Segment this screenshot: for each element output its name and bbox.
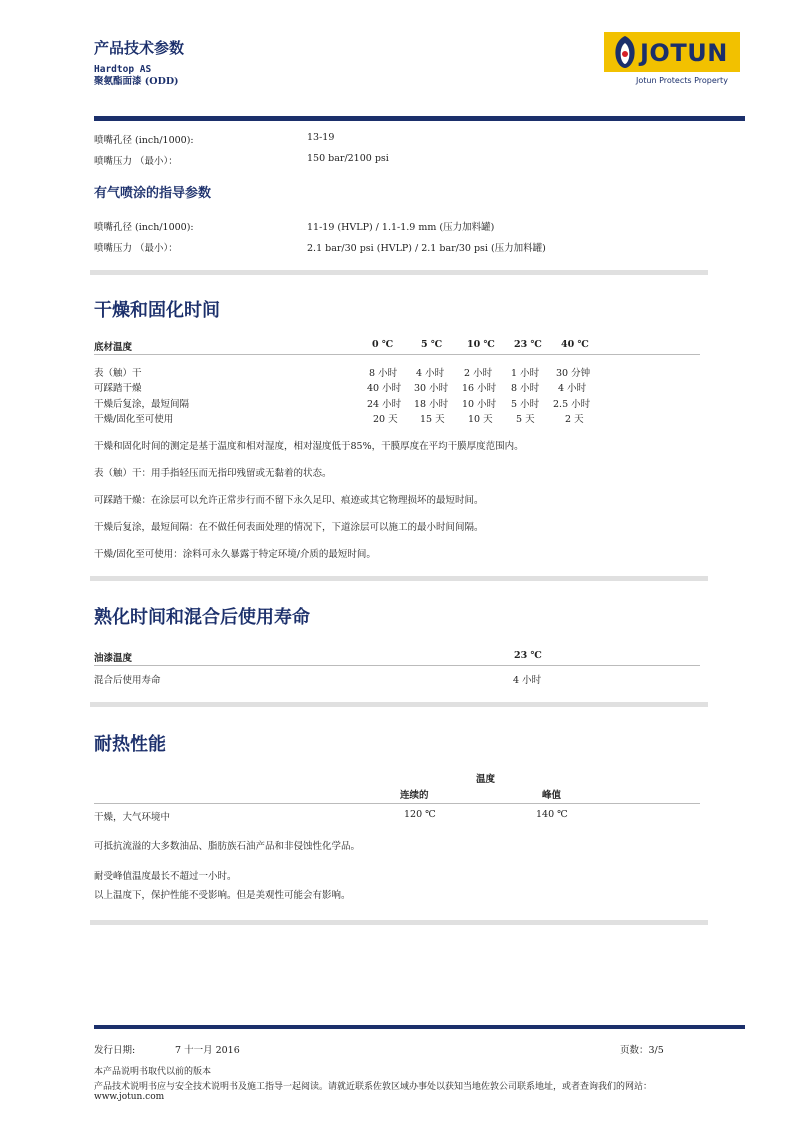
product-name: Hardtop AS bbox=[94, 64, 152, 75]
drying-cell: 15 天 bbox=[420, 414, 445, 425]
drying-temp-0: 0 ℃ bbox=[372, 339, 394, 350]
potlife-row-value: 4 小时 bbox=[513, 675, 542, 686]
drying-cell: 5 小时 bbox=[511, 399, 540, 410]
heat-continuous-value: 120 ℃ bbox=[404, 809, 436, 820]
spray2-row-1-label: 喷嘴孔径 (inch/1000): bbox=[94, 222, 194, 233]
drying-cell: 8 小时 bbox=[511, 383, 540, 394]
section-separator bbox=[90, 920, 708, 925]
product-name-cn: 聚氨酯面漆 (ODD) bbox=[94, 76, 179, 87]
logo-tagline: Jotun Protects Property bbox=[636, 76, 728, 85]
issue-date-value: 7 十一月 2016 bbox=[175, 1045, 240, 1056]
document-title: 产品技术参数 bbox=[94, 39, 185, 57]
drying-note: 表（触）干：用手指轻压而无指印残留或无黏着的状态。 bbox=[94, 468, 332, 479]
jotun-logo bbox=[604, 30, 740, 86]
drying-title: 干燥和固化时间 bbox=[94, 300, 220, 321]
section-separator bbox=[90, 702, 708, 707]
drying-cell: 2 小时 bbox=[464, 368, 493, 379]
drying-table-rule bbox=[94, 354, 700, 355]
drying-cell: 2 天 bbox=[565, 414, 584, 425]
drying-row-label: 表（触）干 bbox=[94, 368, 142, 379]
drying-cell: 4 小时 bbox=[558, 383, 587, 394]
footer-notice: 产品技术说明书应与安全技术说明书及施工指导一起阅读。请就近联系佐敦区域办事处以获知当地佐敦公司联系地址，或者查询我们的网站： bbox=[94, 1082, 653, 1092]
potlife-table-rule bbox=[94, 665, 700, 666]
heat-note: 可抵抗流溢的大多数油品、脂肪族石油产品和非侵蚀性化学品。 bbox=[94, 841, 361, 852]
drying-note: 可踩踏干燥：在涂层可以允许正常步行而不留下永久足印、痕迹或其它物理损坏的最短时间。 bbox=[94, 495, 484, 506]
heat-title: 耐热性能 bbox=[94, 734, 166, 755]
drying-cell: 10 天 bbox=[468, 414, 493, 425]
footer-rule bbox=[94, 1025, 745, 1029]
drying-row-label: 可踩踏干燥 bbox=[94, 383, 142, 394]
spray2-row-1-value: 11-19 (HVLP) / 1.1-1.9 mm (压力加料罐) bbox=[307, 222, 495, 233]
issue-date-label: 发行日期: bbox=[94, 1045, 136, 1056]
drying-cell: 20 天 bbox=[373, 414, 398, 425]
potlife-header-temp: 23 ℃ bbox=[514, 650, 542, 661]
drying-temp-23: 23 ℃ bbox=[514, 339, 542, 350]
footer-website-link[interactable]: www.jotun.com bbox=[94, 1092, 165, 1102]
heat-note: 以上温度下，保护性能不受影响。但是美观性可能会有影响。 bbox=[94, 890, 351, 901]
drying-cell: 24 小时 bbox=[367, 399, 402, 410]
spray2-title: 有气喷涂的指导参数 bbox=[94, 186, 212, 201]
section-separator bbox=[90, 576, 708, 581]
drying-cell: 4 小时 bbox=[416, 368, 445, 379]
heat-table-rule bbox=[94, 803, 700, 804]
drying-cell: 16 小时 bbox=[462, 383, 497, 394]
spray1-row-2-value: 150 bar/2100 psi bbox=[307, 153, 389, 164]
spray1-row-1-label: 喷嘴孔径 (inch/1000): bbox=[94, 135, 194, 146]
drying-row-label: 干燥/固化至可使用 bbox=[94, 414, 174, 425]
spray2-row-2-value: 2.1 bar/30 psi (HVLP) / 2.1 bar/30 psi (压力加料罐) bbox=[307, 243, 546, 254]
drying-cell: 10 小时 bbox=[462, 399, 497, 410]
drying-temp-10: 10 ℃ bbox=[467, 339, 495, 350]
spray1-row-2-label: 喷嘴压力 （最小）： bbox=[94, 156, 178, 167]
potlife-title: 熟化时间和混合后使用寿命 bbox=[94, 607, 310, 628]
section-separator bbox=[90, 270, 708, 275]
drying-temp-40: 40 ℃ bbox=[561, 339, 589, 350]
drying-temp-5: 5 ℃ bbox=[421, 339, 443, 350]
page-number: 页数：3/5 bbox=[620, 1045, 664, 1056]
drying-cell: 8 小时 bbox=[369, 368, 398, 379]
drying-header-label: 底材温度 bbox=[94, 342, 133, 353]
spray1-row-1-value: 13-19 bbox=[307, 132, 335, 143]
drying-cell: 5 天 bbox=[516, 414, 535, 425]
header-rule bbox=[94, 116, 745, 121]
heat-peak-value: 140 ℃ bbox=[536, 809, 568, 820]
drying-cell: 18 小时 bbox=[414, 399, 449, 410]
heat-note: 耐受峰值温度最长不超过一小时。 bbox=[94, 871, 237, 882]
footer-supersedes: 本产品说明书取代以前的版本 bbox=[94, 1067, 212, 1077]
drying-cell: 30 分钟 bbox=[556, 368, 591, 379]
drying-note: 干燥后复涂，最短间隔：在不做任何表面处理的情况下，下道涂层可以施工的最小时间间隔。 bbox=[94, 522, 484, 533]
drying-cell: 1 小时 bbox=[511, 368, 540, 379]
heat-row-label: 干燥，大气环境中 bbox=[94, 812, 171, 823]
potlife-row-label: 混合后使用寿命 bbox=[94, 675, 161, 686]
drying-cell: 40 小时 bbox=[367, 383, 402, 394]
heat-col-continuous: 连续的 bbox=[400, 790, 429, 801]
logo-wordmark: JOTUN bbox=[640, 39, 728, 67]
whale-emblem-icon bbox=[610, 34, 640, 70]
drying-cell: 30 小时 bbox=[414, 383, 449, 394]
logo-badge bbox=[604, 32, 740, 72]
potlife-header-label: 油漆温度 bbox=[94, 653, 133, 664]
drying-cell: 2.5 小时 bbox=[553, 399, 591, 410]
drying-row-label: 干燥后复涂，最短间隔 bbox=[94, 399, 190, 410]
heat-col-peak: 峰值 bbox=[542, 790, 562, 801]
spray2-row-2-label: 喷嘴压力 （最小）： bbox=[94, 243, 178, 254]
product-name-block bbox=[94, 64, 179, 88]
drying-note: 干燥/固化至可使用：涂料可永久暴露于特定环境/介质的最短时间。 bbox=[94, 549, 376, 560]
heat-group-label: 温度 bbox=[476, 774, 496, 785]
drying-note: 干燥和固化时间的测定是基于温度和相对湿度，相对湿度低于85%，干膜厚度在平均干膜厚度范围内。 bbox=[94, 441, 524, 452]
